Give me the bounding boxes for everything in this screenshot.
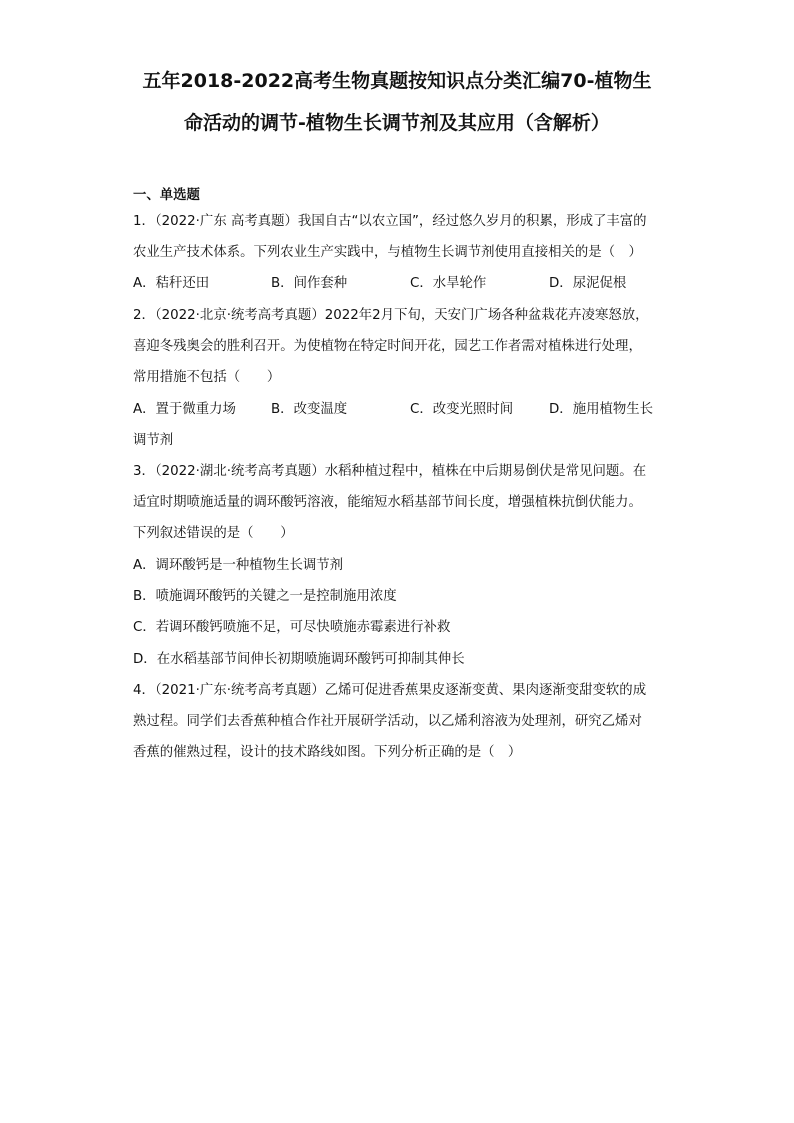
option-a: A．秸秆还田 bbox=[133, 276, 210, 291]
question-text-line: 1．（2022·广东 高考真题）我国自古“以农立国”，经过悠久岁月的积累，形成了丰富的 bbox=[133, 214, 647, 229]
option-c: C．改变光照时间 bbox=[410, 402, 514, 417]
option-b: B．间作套种 bbox=[271, 276, 348, 291]
question-text-line: 常用措施不包括（ ） bbox=[133, 370, 281, 385]
option-b: B．改变温度 bbox=[271, 402, 348, 417]
question-text-line: 喜迎冬残奥会的胜利召开。为使植物在特定时间开花，园艺工作者需对植株进行处理， bbox=[133, 339, 642, 354]
option-d: D．施用植物生长 bbox=[549, 402, 654, 417]
option-a: A．调环酸钙是一种植物生长调节剂 bbox=[133, 558, 344, 573]
option-d-wrap: 调节剂 bbox=[133, 433, 174, 448]
option-d: D．在水稻基部节间伸长初期喷施调环酸钙可抑制其伸长 bbox=[133, 652, 465, 667]
option-b: B．喷施调环酸钙的关键之一是控制施用浓度 bbox=[133, 589, 397, 604]
option-c: C．若调环酸钙喷施不足，可尽快喷施赤霉素进行补救 bbox=[133, 620, 451, 635]
question-text-line: 4．（2021·广东·统考高考真题）乙烯可促进香蕉果皮逐渐变黄、果肉逐渐变甜变软的成 bbox=[133, 683, 647, 698]
document-title-line-2: 命活动的调节-植物生长调节剂及其应用（含解析） bbox=[184, 112, 610, 134]
option-d: D．尿泥促根 bbox=[549, 276, 627, 291]
question-text-line: 适宜时期喷施适量的调环酸钙溶液，能缩短水稻基部节间长度，增强植株抗倒伏能力。 bbox=[133, 495, 642, 510]
question-text-line: 香蕉的催熟过程，设计的技术路线如图。下列分析正确的是（ ） bbox=[133, 745, 522, 760]
document-title-line-1: 五年2018-2022高考生物真题按知识点分类汇编70-植物生 bbox=[142, 70, 652, 92]
question-text-line: 2．（2022·北京·统考高考真题）2022年2月下旬，天安门广场各种盆栽花卉凌寒怒放， bbox=[133, 308, 649, 323]
option-a: A．置于微重力场 bbox=[133, 402, 236, 417]
question-text-line: 3．（2022·湖北·统考高考真题）水稻种植过程中，植株在中后期易倒伏是常见问题。在 bbox=[133, 464, 647, 479]
option-c: C．水旱轮作 bbox=[410, 276, 487, 291]
question-text-line: 下列叙述错误的是（ ） bbox=[133, 526, 294, 541]
question-text-line: 熟过程。同学们去香蕉种植合作社开展研学活动，以乙烯利溶液为处理剂，研究乙烯对 bbox=[133, 714, 642, 729]
section-heading: 一、单选题 bbox=[133, 188, 200, 203]
question-text-line: 农业生产技术体系。下列农业生产实践中，与植物生长调节剂使用直接相关的是（ ） bbox=[133, 245, 642, 260]
